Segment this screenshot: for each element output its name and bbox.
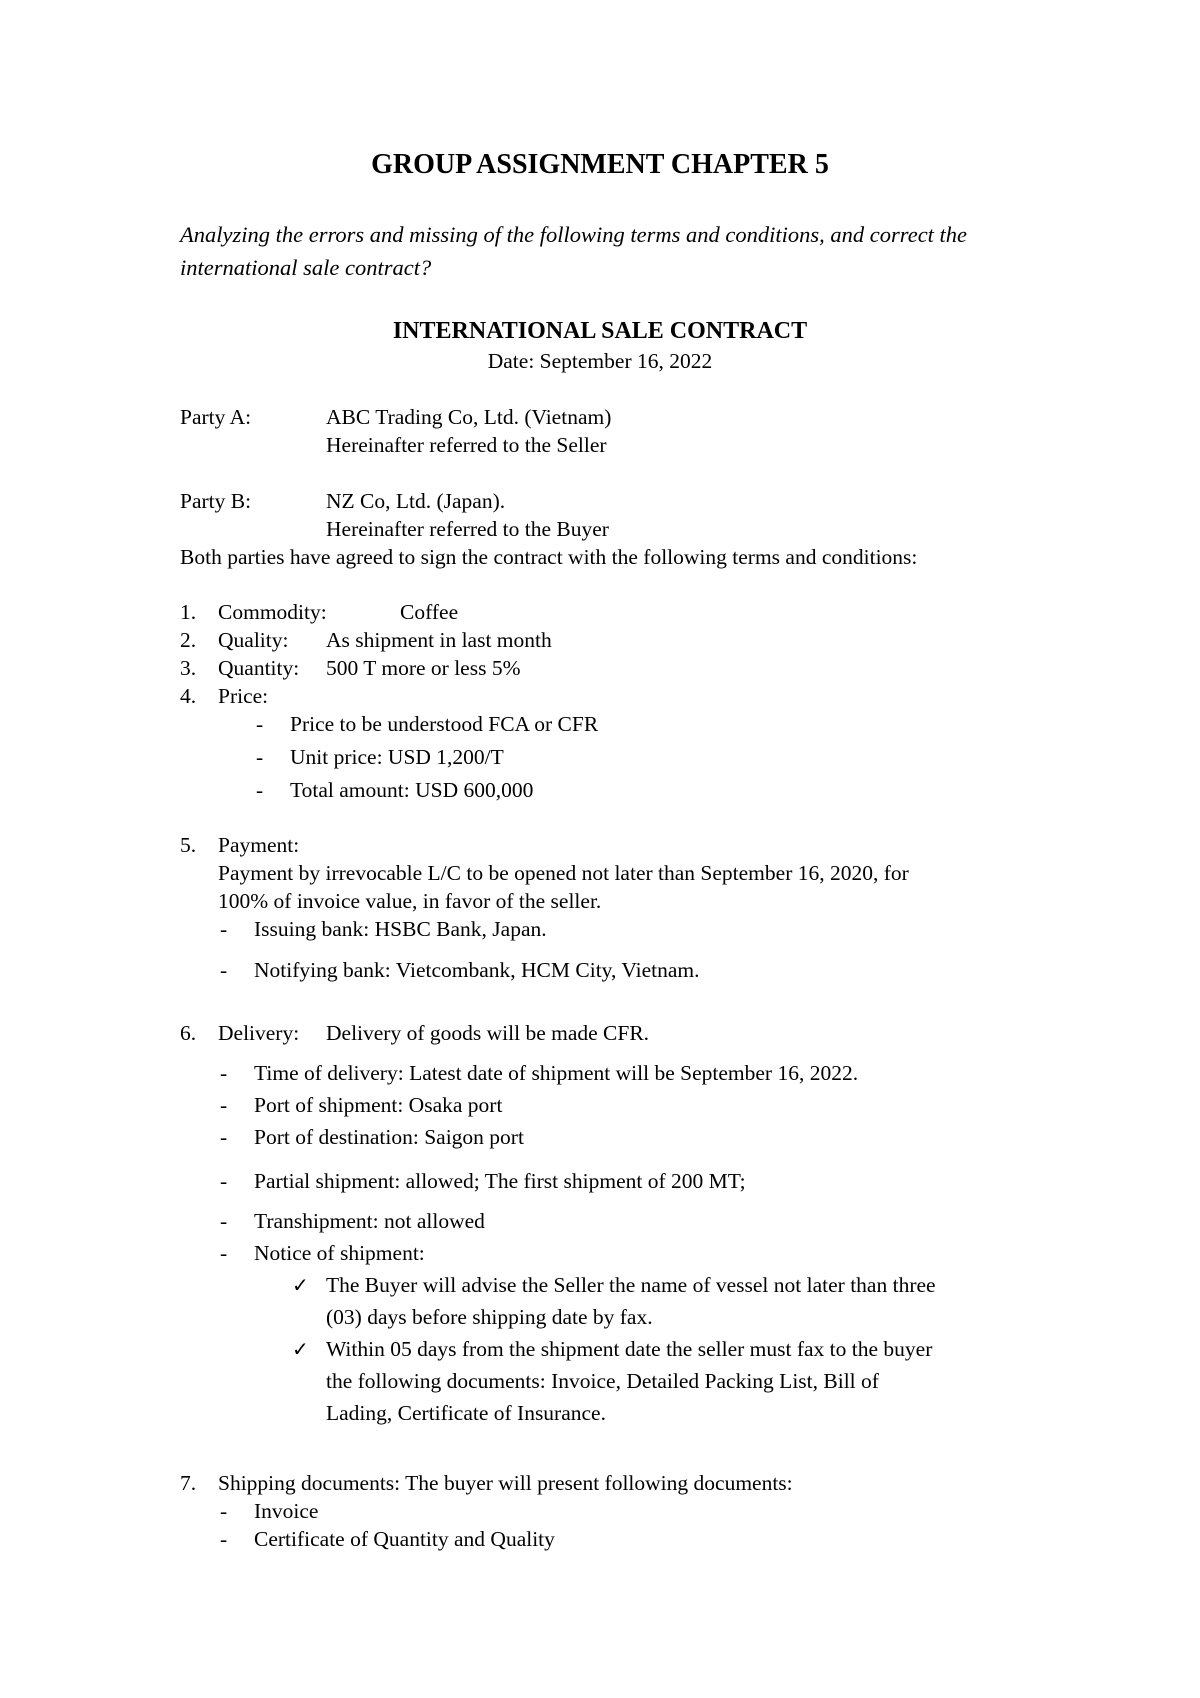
clause-5-label: Payment:: [218, 833, 300, 857]
clause-2-label: Quality:: [218, 628, 289, 652]
assignment-instruction: Analyzing the errors and missing of the following terms and conditions, and correct the international sale contract?: [180, 222, 968, 280]
notice-check-item: [292, 1271, 936, 1299]
notice-check-line: the following documents: Invoice, Detailed Packing List, Bill of: [326, 1369, 879, 1393]
contract-date: Date: September 16, 2022: [487, 349, 713, 373]
shipping-doc-item: - Invoice: [254, 1497, 318, 1525]
clause-2-number: 2.: [180, 628, 197, 652]
page-title: GROUP ASSIGNMENT CHAPTER 5: [371, 149, 829, 180]
clause-5-number: 5.: [180, 833, 197, 857]
price-item: - Price to be understood FCA or CFR: [290, 710, 598, 738]
clause-7-label: Shipping documents: The buyer will present following documents:: [218, 1471, 793, 1495]
clause-1-number: 1.: [180, 600, 197, 624]
contract-title: INTERNATIONAL SALE CONTRACT: [392, 318, 808, 344]
payment-text-line-2: 100% of invoice value, in favor of the seller.: [218, 889, 602, 913]
clause-4-label: Price:: [218, 684, 269, 708]
price-item: - Unit price: USD 1,200/T: [290, 743, 504, 771]
notice-check-item: [292, 1335, 933, 1363]
clause-3-label: Quantity:: [218, 656, 300, 680]
payment-text-line-1: Payment by irrevocable L/C to be opened not later than September 16, 2020, for: [218, 861, 909, 885]
clause-7-number: 7.: [180, 1471, 197, 1495]
checkmark-icon: ✓: [292, 1337, 309, 1361]
clause-6-label: Delivery:: [218, 1021, 300, 1045]
notice-check-line: The Buyer will advise the Seller the name of vessel not later than three: [326, 1273, 936, 1297]
notice-check-line: (03) days before shipping date by fax.: [326, 1305, 653, 1329]
clause-2-value: As shipment in last month: [326, 628, 552, 652]
clause-4-number: 4.: [180, 684, 197, 708]
delivery-item: - Partial shipment: allowed; The first shipment of 200 MT;: [254, 1167, 746, 1195]
checkmark-icon: ✓: [292, 1273, 309, 1297]
delivery-item: - Notice of shipment:: [254, 1239, 425, 1267]
price-item: - Total amount: USD 600,000: [290, 776, 533, 804]
clause-3-number: 3.: [180, 656, 197, 680]
party-b-name: NZ Co, Ltd. (Japan).: [326, 489, 506, 513]
party-a-role: Hereinafter referred to the Seller: [326, 433, 607, 457]
clause-1-value: Coffee: [400, 600, 459, 624]
shipping-doc-item: - Certificate of Quantity and Quality: [254, 1525, 555, 1553]
payment-item: - Issuing bank: HSBC Bank, Japan.: [254, 915, 547, 943]
clause-6-number: 6.: [180, 1021, 197, 1045]
notice-check-line: Within 05 days from the shipment date the seller must fax to the buyer: [326, 1337, 933, 1361]
delivery-item: - Port of shipment: Osaka port: [254, 1091, 502, 1119]
clause-1-label: Commodity:: [218, 600, 327, 624]
party-a-label: Party A:: [180, 405, 252, 429]
party-b-label: Party B:: [180, 489, 252, 513]
clause-6-value: Delivery of goods will be made CFR.: [326, 1021, 650, 1045]
party-a-name: ABC Trading Co, Ltd. (Vietnam): [326, 405, 612, 429]
payment-item: - Notifying bank: Vietcombank, HCM City, Vietnam.: [254, 956, 700, 984]
agreement-statement: Both parties have agreed to sign the contract with the following terms and conditions:: [180, 545, 918, 569]
party-b-role: Hereinafter referred to the Buyer: [326, 517, 609, 541]
clause-3-value: 500 T more or less 5%: [326, 656, 521, 680]
delivery-item: - Time of delivery: Latest date of shipment will be September 16, 2022.: [254, 1059, 858, 1087]
notice-check-line: Lading, Certificate of Insurance.: [326, 1401, 606, 1425]
delivery-item: - Transhipment: not allowed: [254, 1207, 485, 1235]
delivery-item: - Port of destination: Saigon port: [254, 1123, 524, 1151]
